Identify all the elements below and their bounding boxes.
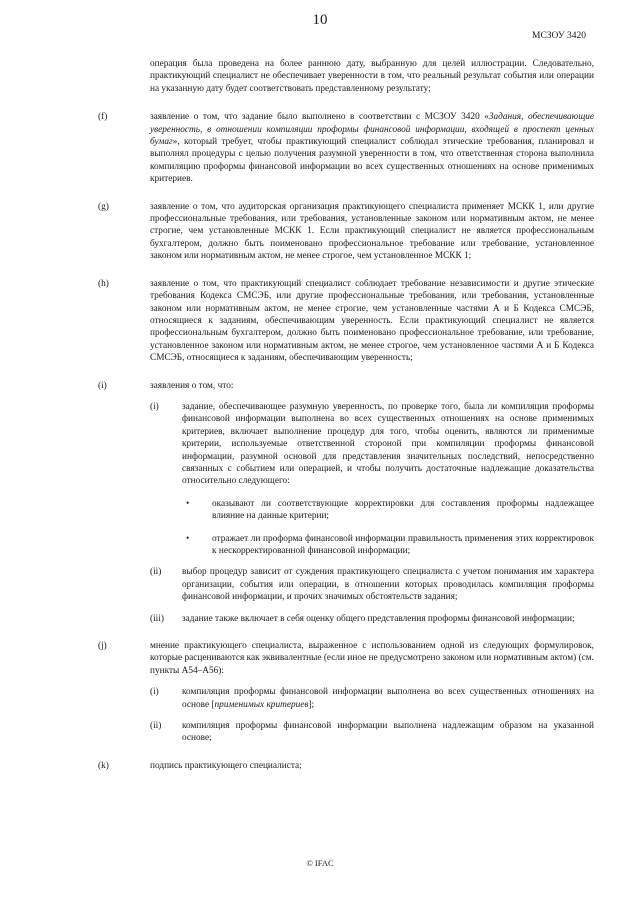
item-g — [98, 201, 594, 263]
subitem-label: (i) — [150, 401, 159, 412]
item-k — [98, 760, 594, 772]
item-text: заявление о том, что практикующий специалист соблюдает требование независимости и другие этические требования Кодекса СМСЭБ, или другие профессиональные требования, или требования, установленные законом или нормативным актом, не менее строгие, чем установленные частями А и Б Кодекса СМСЭБ, относящиеся к заданиям, обеспечивающим уверенность. Если практикующий специалист не является профессиональным бухгалтером, должно быть поименовано профессиональное требование, или требование, установленное законом или нормативным актом, не менее строгое, чем установленное частями А и Б Кодекса СМСЭБ, относящиеся к заданиям, обеспечивающим уверенность; — [150, 278, 594, 364]
subitem-text: компиляция проформы финансовой информации выполнена во всех существенных отношениях на основе [применимых критериев]; — [182, 687, 594, 710]
subitem-i-iii — [150, 613, 594, 625]
subitem-label: (ii) — [150, 721, 162, 732]
standard-title: Задания, обеспечивающие уверенность, в отношении компиляции проформы финансовой информации, входящей в проспект ценных бумаг — [150, 112, 594, 148]
subitem-label: (iii) — [150, 613, 164, 624]
bullet-text: оказывают ли соответствующие корректировки для составления проформы надлежащее влияние на данные критерии; — [212, 498, 594, 522]
subitem-i-i — [150, 401, 594, 488]
bullet-icon: • — [186, 498, 190, 509]
item-label: (i) — [98, 380, 107, 391]
subitem-i-ii — [150, 566, 594, 603]
bullet-item — [182, 533, 594, 558]
subitem-j-ii — [150, 720, 594, 745]
bullet-item — [182, 498, 594, 523]
placeholder-criteria: применимых критериев — [214, 699, 309, 710]
item-text: мнение практикующего специалиста, выраженное с использованием одной из следующих формулировок, которые расцениваются как эквивалентные (если иное не предусмотрено законом или нормативным актом) (см. пункты А54–А56): — [150, 641, 594, 676]
item-f — [98, 111, 594, 185]
subitem-j-i — [150, 686, 594, 711]
subitem-text: выбор процедур зависит от суждения практикующего специалиста с учетом понимания им характера организации, события или операции, в отношении которых проводилась компиляция проформы финансовой информации, и прочих значимых обстоятельств задания; — [182, 567, 594, 603]
lead-paragraph: операция была проведена на более раннюю дату, выбранную для целей иллюстрации. Следовательно, практикующий специалист не обеспечивает уверенности в том, что реальный результат события или операции на указанную дату будет соответствовать представленному результату; — [150, 59, 594, 94]
subitem-text: компиляция проформы финансовой информации выполнена надлежащим образом на указанной основе; — [182, 721, 594, 744]
bullet-text: отражает ли проформа финансовой информации правильность применения этих корректировок к нескорректированной финансовой информации; — [212, 533, 594, 556]
item-label: (j) — [98, 641, 107, 652]
item-label: (f) — [98, 112, 108, 123]
subitem-text: задание также включает в себя оценку общего представления проформы финансовой информации; — [182, 613, 575, 624]
page-number: 10 — [312, 12, 328, 28]
running-head: МСЗОУ 3420 — [532, 31, 586, 41]
item-text: подпись практикующего специалиста; — [150, 760, 302, 771]
copyright-footer: © IFAC — [306, 858, 334, 868]
item-i — [98, 380, 594, 626]
item-text: заявления о том, что: — [150, 380, 234, 391]
item-j — [98, 640, 594, 745]
item-text: заявление о том, что аудиторская организация практикующего специалиста применяет МСКК 1, или другие профессиональные требования, или требования, установленные законом или нормативным актом, не менее строгие, чем установленные МСКК 1. Если практикующий специалист не является профессиональным бухгалтером, должно быть поименовано профессиональное требование или требование, установленное законом или нормативным актом, не менее строгое, чем установленное МСКК 1; — [150, 201, 594, 262]
subitem-text: задание, обеспечивающее разумную уверенность, по проверке того, была ли компиляция проформы финансовой информации выполнена во всех существенных отношениях на основе применимых критериев, включает выполнение процедур для того, чтобы оценить, являются ли применимые критерии, используемые ответственной стороной при компиляции проформы финансовой информации, разумной основой для представления значительных последствий, непосредственно связанных с событием или операцией, и чтобы получить достаточные надлежащие доказательства относительно следующего: — [182, 401, 594, 487]
bullet-icon: • — [186, 533, 190, 544]
item-label: (k) — [98, 760, 109, 771]
item-label: (h) — [98, 278, 109, 289]
item-text: заявление о том, что задание было выполнено в соответствии с МСЗОУ 3420 «Задания, обеспечивающие уверенность, в отношении компиляции проформы финансовой информации, входящей в проспект ценных бумаг», который требует, чтобы практикующий специалист соблюдал этические требования, планировал и выполнял процедуры с целью получения разумной уверенности в том, что ответственная сторона выполнила компиляцию проформы финансовой информации во всех существенных отношениях на основе применимых критериев. — [150, 112, 594, 185]
item-label: (g) — [98, 201, 109, 212]
subitem-label: (i) — [150, 687, 159, 698]
item-h — [98, 278, 594, 365]
document-body — [98, 58, 594, 787]
subitem-label: (ii) — [150, 567, 162, 578]
